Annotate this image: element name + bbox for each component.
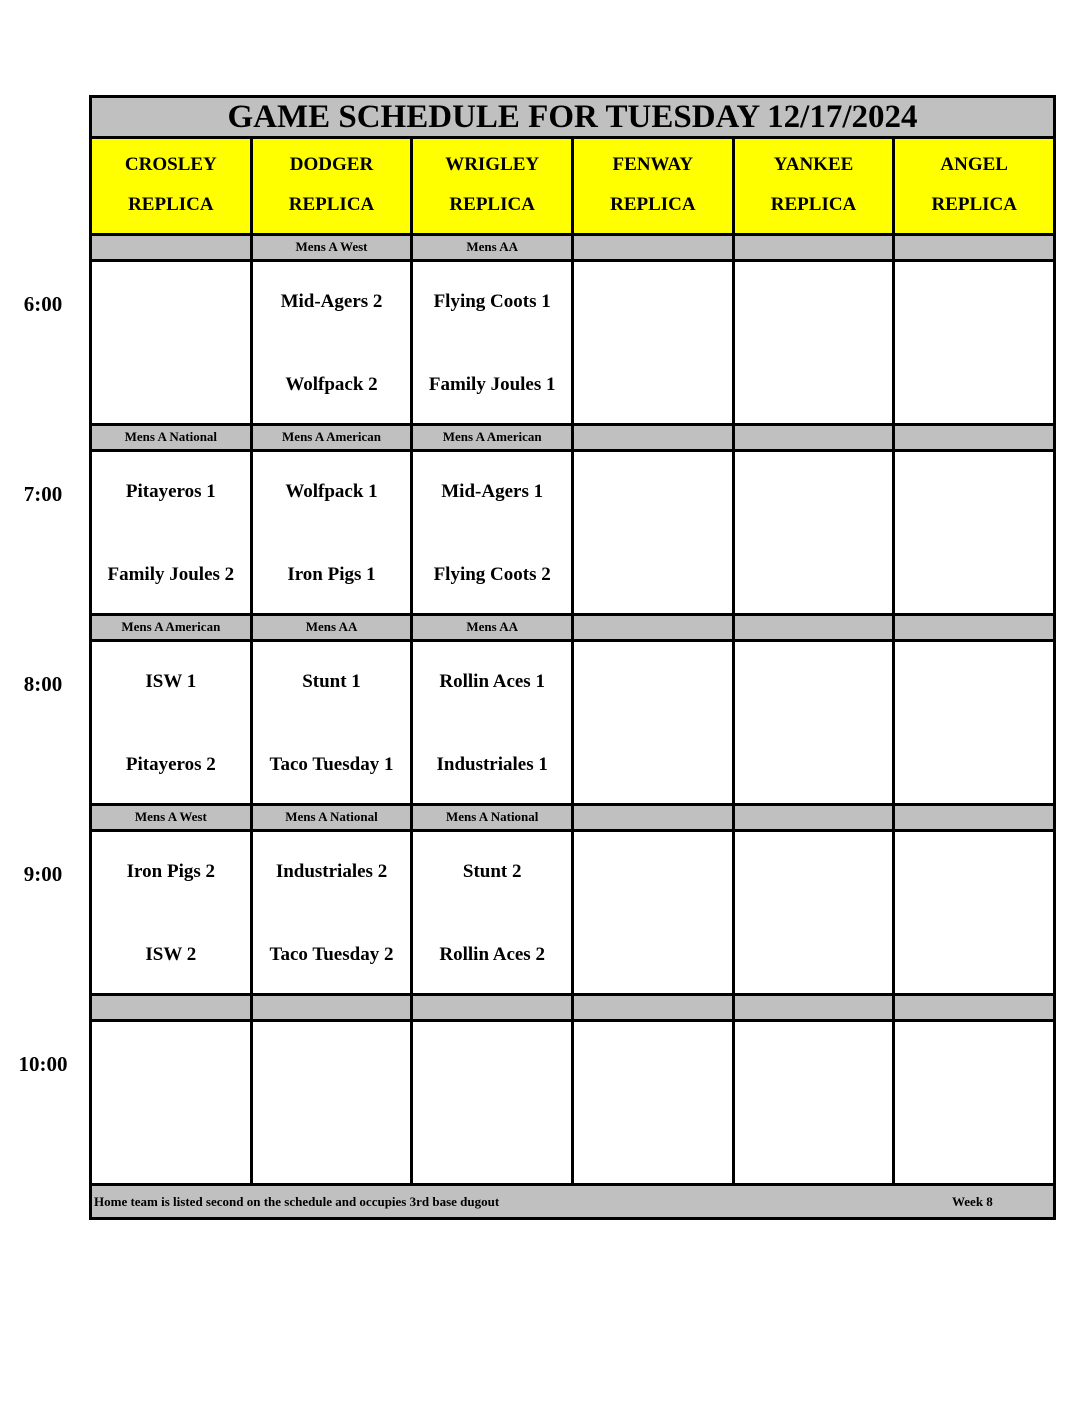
field-header-yankee <box>735 139 896 236</box>
home-team: ISW 2 <box>145 944 197 965</box>
division-label <box>735 426 896 452</box>
home-team: Rollin Aces 2 <box>439 944 545 965</box>
game-cell <box>735 642 896 806</box>
division-row <box>89 426 1056 452</box>
division-label <box>895 426 1056 452</box>
game-row <box>89 1022 1056 1186</box>
away-team: Stunt 2 <box>462 861 522 882</box>
field-header-row <box>89 139 1056 236</box>
division-row <box>89 616 1056 642</box>
game-cell <box>574 1022 735 1186</box>
field-subtitle: REPLICA <box>770 194 857 215</box>
division-label: Mens AA <box>413 616 574 642</box>
game-cell <box>89 1022 253 1186</box>
schedule-title: GAME SCHEDULE FOR TUESDAY 12/17/2024 <box>89 95 1056 139</box>
division-label: Mens A American <box>253 426 414 452</box>
home-team: Family Joules 1 <box>428 374 556 395</box>
field-subtitle: REPLICA <box>449 194 535 215</box>
game-row <box>89 262 1056 426</box>
time-label: 10:00 <box>18 1052 68 1076</box>
game-cell <box>413 1022 574 1186</box>
division-label <box>89 996 253 1022</box>
field-header-angel <box>895 139 1056 236</box>
field-subtitle: REPLICA <box>288 194 375 215</box>
division-label: Mens AA <box>413 236 574 262</box>
field-name: DODGER <box>289 154 374 175</box>
away-team: Pitayeros 1 <box>125 481 216 502</box>
game-cell <box>253 1022 414 1186</box>
game-cell <box>89 452 253 616</box>
division-label <box>413 996 574 1022</box>
division-label <box>735 996 896 1022</box>
division-label <box>574 236 735 262</box>
field-name: YANKEE <box>773 154 854 175</box>
division-label <box>735 806 896 832</box>
division-label: Mens AA <box>253 616 414 642</box>
division-label <box>89 236 253 262</box>
game-cell <box>253 452 414 616</box>
game-cell <box>413 262 574 426</box>
game-cell <box>574 832 735 996</box>
home-team: Pitayeros 2 <box>125 754 216 775</box>
away-team: Mid-Agers 1 <box>441 481 544 502</box>
game-cell <box>253 832 414 996</box>
division-label: Mens A American <box>89 616 253 642</box>
division-label: Mens A National <box>89 426 253 452</box>
field-name: FENWAY <box>612 154 694 175</box>
footer-bar <box>89 1186 1056 1220</box>
game-cell <box>895 832 1056 996</box>
division-row <box>89 236 1056 262</box>
time-slots <box>89 236 1056 1186</box>
division-row <box>89 806 1056 832</box>
game-cell <box>413 642 574 806</box>
division-label <box>895 236 1056 262</box>
field-subtitle: REPLICA <box>610 194 696 215</box>
away-team: Industriales 2 <box>275 861 388 882</box>
game-row <box>89 642 1056 806</box>
field-subtitle: REPLICA <box>931 194 1017 215</box>
away-team: Iron Pigs 2 <box>126 861 215 882</box>
time-label: 9:00 <box>23 862 63 886</box>
game-cell <box>574 452 735 616</box>
division-label <box>895 616 1056 642</box>
game-cell <box>895 642 1056 806</box>
game-cell <box>413 832 574 996</box>
game-cell <box>895 452 1056 616</box>
game-cell <box>89 262 253 426</box>
division-row <box>89 996 1056 1022</box>
division-label <box>574 806 735 832</box>
game-cell <box>895 262 1056 426</box>
field-header-dodger <box>253 139 414 236</box>
division-label <box>574 996 735 1022</box>
field-name: WRIGLEY <box>445 154 540 175</box>
home-team: Taco Tuesday 2 <box>269 944 394 965</box>
field-header-crosley <box>89 139 253 236</box>
time-label: 8:00 <box>23 672 63 696</box>
game-cell <box>574 262 735 426</box>
division-label <box>735 236 896 262</box>
week-label: Week 8 <box>952 1193 993 1209</box>
division-label <box>574 426 735 452</box>
time-label: 6:00 <box>23 292 63 316</box>
game-cell <box>413 452 574 616</box>
away-team: Mid-Agers 2 <box>280 291 383 312</box>
game-cell <box>253 642 414 806</box>
away-team: Rollin Aces 1 <box>439 671 545 692</box>
home-team: Taco Tuesday 1 <box>269 754 394 775</box>
field-subtitle: REPLICA <box>128 194 214 215</box>
division-label <box>895 996 1056 1022</box>
away-team: Stunt 1 <box>302 671 361 692</box>
away-team: Flying Coots 1 <box>433 291 551 312</box>
game-row <box>89 452 1056 616</box>
home-team: Family Joules 2 <box>107 564 235 585</box>
home-team: Iron Pigs 1 <box>287 564 376 585</box>
away-team: Wolfpack 1 <box>285 481 378 502</box>
field-name: ANGEL <box>940 154 1008 175</box>
footer-note: Home team is listed second on the schedule and occupies 3rd base dugout <box>94 1193 500 1209</box>
game-cell <box>89 642 253 806</box>
away-team: ISW 1 <box>145 671 197 692</box>
home-team: Industriales 1 <box>436 754 548 775</box>
game-cell <box>574 642 735 806</box>
game-row <box>89 832 1056 996</box>
division-label: Mens A West <box>89 806 253 832</box>
home-team: Wolfpack 2 <box>285 374 378 395</box>
field-name: CROSLEY <box>124 154 217 175</box>
game-cell <box>735 1022 896 1186</box>
field-header-wrigley <box>413 139 574 236</box>
division-label <box>574 616 735 642</box>
home-team: Flying Coots 2 <box>433 564 551 585</box>
division-label: Mens A West <box>253 236 414 262</box>
game-cell <box>895 1022 1056 1186</box>
game-cell <box>89 832 253 996</box>
field-header-fenway <box>574 139 735 236</box>
division-label: Mens A National <box>253 806 414 832</box>
division-label <box>735 616 896 642</box>
division-label: Mens A National <box>413 806 574 832</box>
game-cell <box>735 452 896 616</box>
game-cell <box>253 262 414 426</box>
division-label <box>253 996 414 1022</box>
division-label: Mens A American <box>413 426 574 452</box>
time-label: 7:00 <box>23 482 63 506</box>
schedule-table <box>89 95 1056 1220</box>
game-cell <box>735 832 896 996</box>
game-cell <box>735 262 896 426</box>
division-label <box>895 806 1056 832</box>
